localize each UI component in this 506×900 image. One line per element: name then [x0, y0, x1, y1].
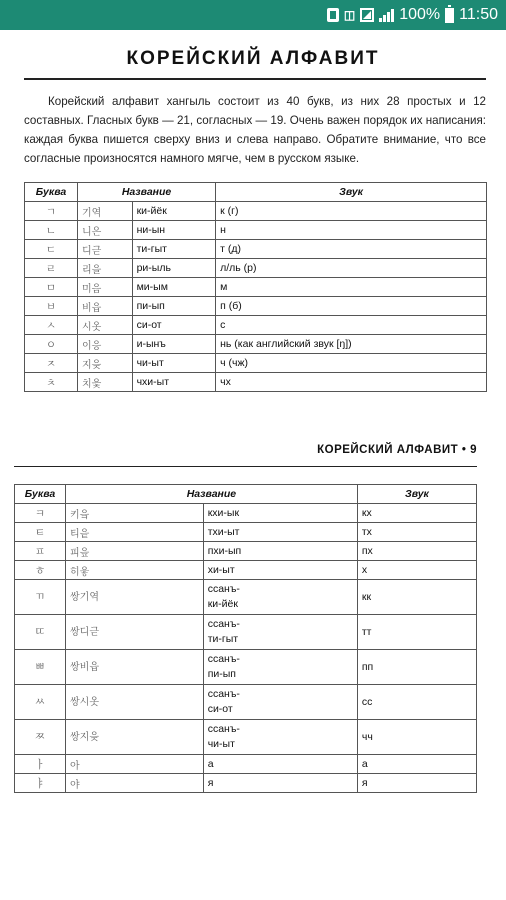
- status-bar: [0, 0, 506, 30]
- header-divider: [14, 466, 477, 467]
- cell-hangul-name: 지읒: [78, 354, 133, 373]
- cell-reading: ссанъ- ти-гыт: [203, 615, 357, 650]
- cell-hangul-name: 티읕: [66, 523, 204, 542]
- table-row: [25, 278, 487, 297]
- cell-letter: ㄱ: [25, 202, 78, 221]
- cell-letter: ㅍ: [15, 542, 66, 561]
- no-sim-icon: [360, 8, 374, 22]
- table-header-row: [25, 183, 487, 202]
- table-row: [25, 259, 487, 278]
- table-row: [15, 685, 477, 720]
- table-row: [25, 373, 487, 392]
- table-row: [15, 774, 477, 793]
- table-header-row: [15, 485, 477, 504]
- cell-reading: пхи-ып: [203, 542, 357, 561]
- cell-letter: ㅂ: [25, 297, 78, 316]
- cell-letter: ㄹ: [25, 259, 78, 278]
- running-header: КОРЕЙСКИЙ АЛФАВИТ • 9: [317, 444, 477, 456]
- cell-letter: ㄲ: [15, 580, 66, 615]
- cell-letter: ㅋ: [15, 504, 66, 523]
- table-row: [25, 202, 487, 221]
- cell-letter: ㅎ: [15, 561, 66, 580]
- header-letter: Буква: [25, 183, 78, 202]
- cell-hangul-name: 치읓: [78, 373, 133, 392]
- cell-hangul-name: 디귿: [78, 240, 133, 259]
- table-row: [15, 720, 477, 755]
- cell-reading: ссанъ- пи-ып: [203, 650, 357, 685]
- table-row: [15, 523, 477, 542]
- table-row: [15, 504, 477, 523]
- cell-letter: ㅊ: [25, 373, 78, 392]
- header-name: Название: [78, 183, 216, 202]
- cell-reading: ми-ым: [132, 278, 216, 297]
- cell-letter: ㅇ: [25, 335, 78, 354]
- cell-sound: м: [216, 278, 487, 297]
- cell-sound: кх: [357, 504, 476, 523]
- cell-hangul-name: 쌍디귿: [66, 615, 204, 650]
- cell-reading: ти-гыт: [132, 240, 216, 259]
- cell-letter: ㅃ: [15, 650, 66, 685]
- table-row: [25, 316, 487, 335]
- cell-sound: пп: [357, 650, 476, 685]
- page-title: КОРЕЙСКИЙ АЛФАВИТ: [126, 48, 380, 69]
- cell-hangul-name: 비읍: [78, 297, 133, 316]
- table-row: [15, 755, 477, 774]
- cell-letter: ㅉ: [15, 720, 66, 755]
- cell-sound: н: [216, 221, 487, 240]
- cell-sound: кк: [357, 580, 476, 615]
- cell-letter: ㅆ: [15, 685, 66, 720]
- cell-sound: т (д): [216, 240, 487, 259]
- cell-sound: чх: [216, 373, 487, 392]
- header-letter: Буква: [15, 485, 66, 504]
- header-sound: Звук: [216, 183, 487, 202]
- cell-reading: пи-ып: [132, 297, 216, 316]
- table-row: [25, 335, 487, 354]
- cell-hangul-name: 기역: [78, 202, 133, 221]
- cell-letter: ㄴ: [25, 221, 78, 240]
- cell-reading: ссанъ- чи-ыт: [203, 720, 357, 755]
- vibrate-icon: ◫: [343, 8, 356, 22]
- cell-reading: си-от: [132, 316, 216, 335]
- table-row: [15, 542, 477, 561]
- cell-sound: л/ль (р): [216, 259, 487, 278]
- cell-hangul-name: 미음: [78, 278, 133, 297]
- cell-hangul-name: 쌍비읍: [66, 650, 204, 685]
- cell-letter: ㄸ: [15, 615, 66, 650]
- table-row: [25, 297, 487, 316]
- cell-hangul-name: 야: [66, 774, 204, 793]
- cell-hangul-name: 아: [66, 755, 204, 774]
- cell-reading: кхи-ык: [203, 504, 357, 523]
- title-divider: [24, 78, 486, 80]
- cell-sound: нь (как английский звук [ŋ]): [216, 335, 487, 354]
- cell-sound: тх: [357, 523, 476, 542]
- cell-reading: ки-йёк: [132, 202, 216, 221]
- cell-sound: п (б): [216, 297, 487, 316]
- cell-letter: ㅏ: [15, 755, 66, 774]
- battery-icon: [445, 8, 454, 23]
- signal-icon: [379, 8, 394, 22]
- clock: 11:50: [459, 6, 498, 23]
- cell-reading: ни-ын: [132, 221, 216, 240]
- alphabet-table-2: [14, 484, 477, 793]
- table-row: [25, 221, 487, 240]
- cell-letter: ㅁ: [25, 278, 78, 297]
- battery-percent: 100%: [399, 6, 441, 23]
- cell-sound: чч: [357, 720, 476, 755]
- cell-sound: с: [216, 316, 487, 335]
- cell-reading: ссанъ- си-от: [203, 685, 357, 720]
- cell-hangul-name: 리을: [78, 259, 133, 278]
- cell-hangul-name: 시옷: [78, 316, 133, 335]
- cell-sound: сс: [357, 685, 476, 720]
- status-icons: [327, 0, 498, 30]
- table-row: [15, 580, 477, 615]
- cell-hangul-name: 이응: [78, 335, 133, 354]
- table-row: [15, 561, 477, 580]
- cell-hangul-name: 쌍기역: [66, 580, 204, 615]
- table-row: [25, 354, 487, 373]
- cell-hangul-name: 쌍지읒: [66, 720, 204, 755]
- cell-reading: и-ынъ: [132, 335, 216, 354]
- notification-icon: [327, 8, 339, 22]
- intro-paragraph: Корейский алфавит хангыль состоит из 40 букв, из них 28 простых и 12 составных. Гласных букв — 21, согласных — 19. Очень важен порядок их написания: каждая буква пишется сверху вниз и слева направо. Обратите внимание, что все согласные произносятся намного мягче, чем в русском языке.: [24, 95, 486, 165]
- cell-sound: а: [357, 755, 476, 774]
- header-name: Название: [66, 485, 358, 504]
- cell-hangul-name: 니은: [78, 221, 133, 240]
- cell-hangul-name: 쌍시옷: [66, 685, 204, 720]
- cell-sound: к (г): [216, 202, 487, 221]
- cell-letter: ㅑ: [15, 774, 66, 793]
- table-row: [15, 615, 477, 650]
- table-row: [25, 240, 487, 259]
- table-row: [15, 650, 477, 685]
- cell-letter: ㄷ: [25, 240, 78, 259]
- cell-hangul-name: 키읔: [66, 504, 204, 523]
- cell-letter: ㅈ: [25, 354, 78, 373]
- cell-hangul-name: 히읗: [66, 561, 204, 580]
- cell-hangul-name: 피읖: [66, 542, 204, 561]
- cell-letter: ㅌ: [15, 523, 66, 542]
- cell-sound: х: [357, 561, 476, 580]
- cell-sound: тт: [357, 615, 476, 650]
- cell-reading: хи-ыт: [203, 561, 357, 580]
- cell-sound: я: [357, 774, 476, 793]
- cell-reading: ссанъ- ки-йёк: [203, 580, 357, 615]
- header-sound: Звук: [357, 485, 476, 504]
- alphabet-table-1: [24, 182, 487, 392]
- cell-reading: ри-ыль: [132, 259, 216, 278]
- cell-letter: ㅅ: [25, 316, 78, 335]
- cell-reading: чхи-ыт: [132, 373, 216, 392]
- cell-reading: а: [203, 755, 357, 774]
- cell-reading: чи-ыт: [132, 354, 216, 373]
- cell-sound: пх: [357, 542, 476, 561]
- cell-reading: тхи-ыт: [203, 523, 357, 542]
- cell-reading: я: [203, 774, 357, 793]
- cell-sound: ч (чж): [216, 354, 487, 373]
